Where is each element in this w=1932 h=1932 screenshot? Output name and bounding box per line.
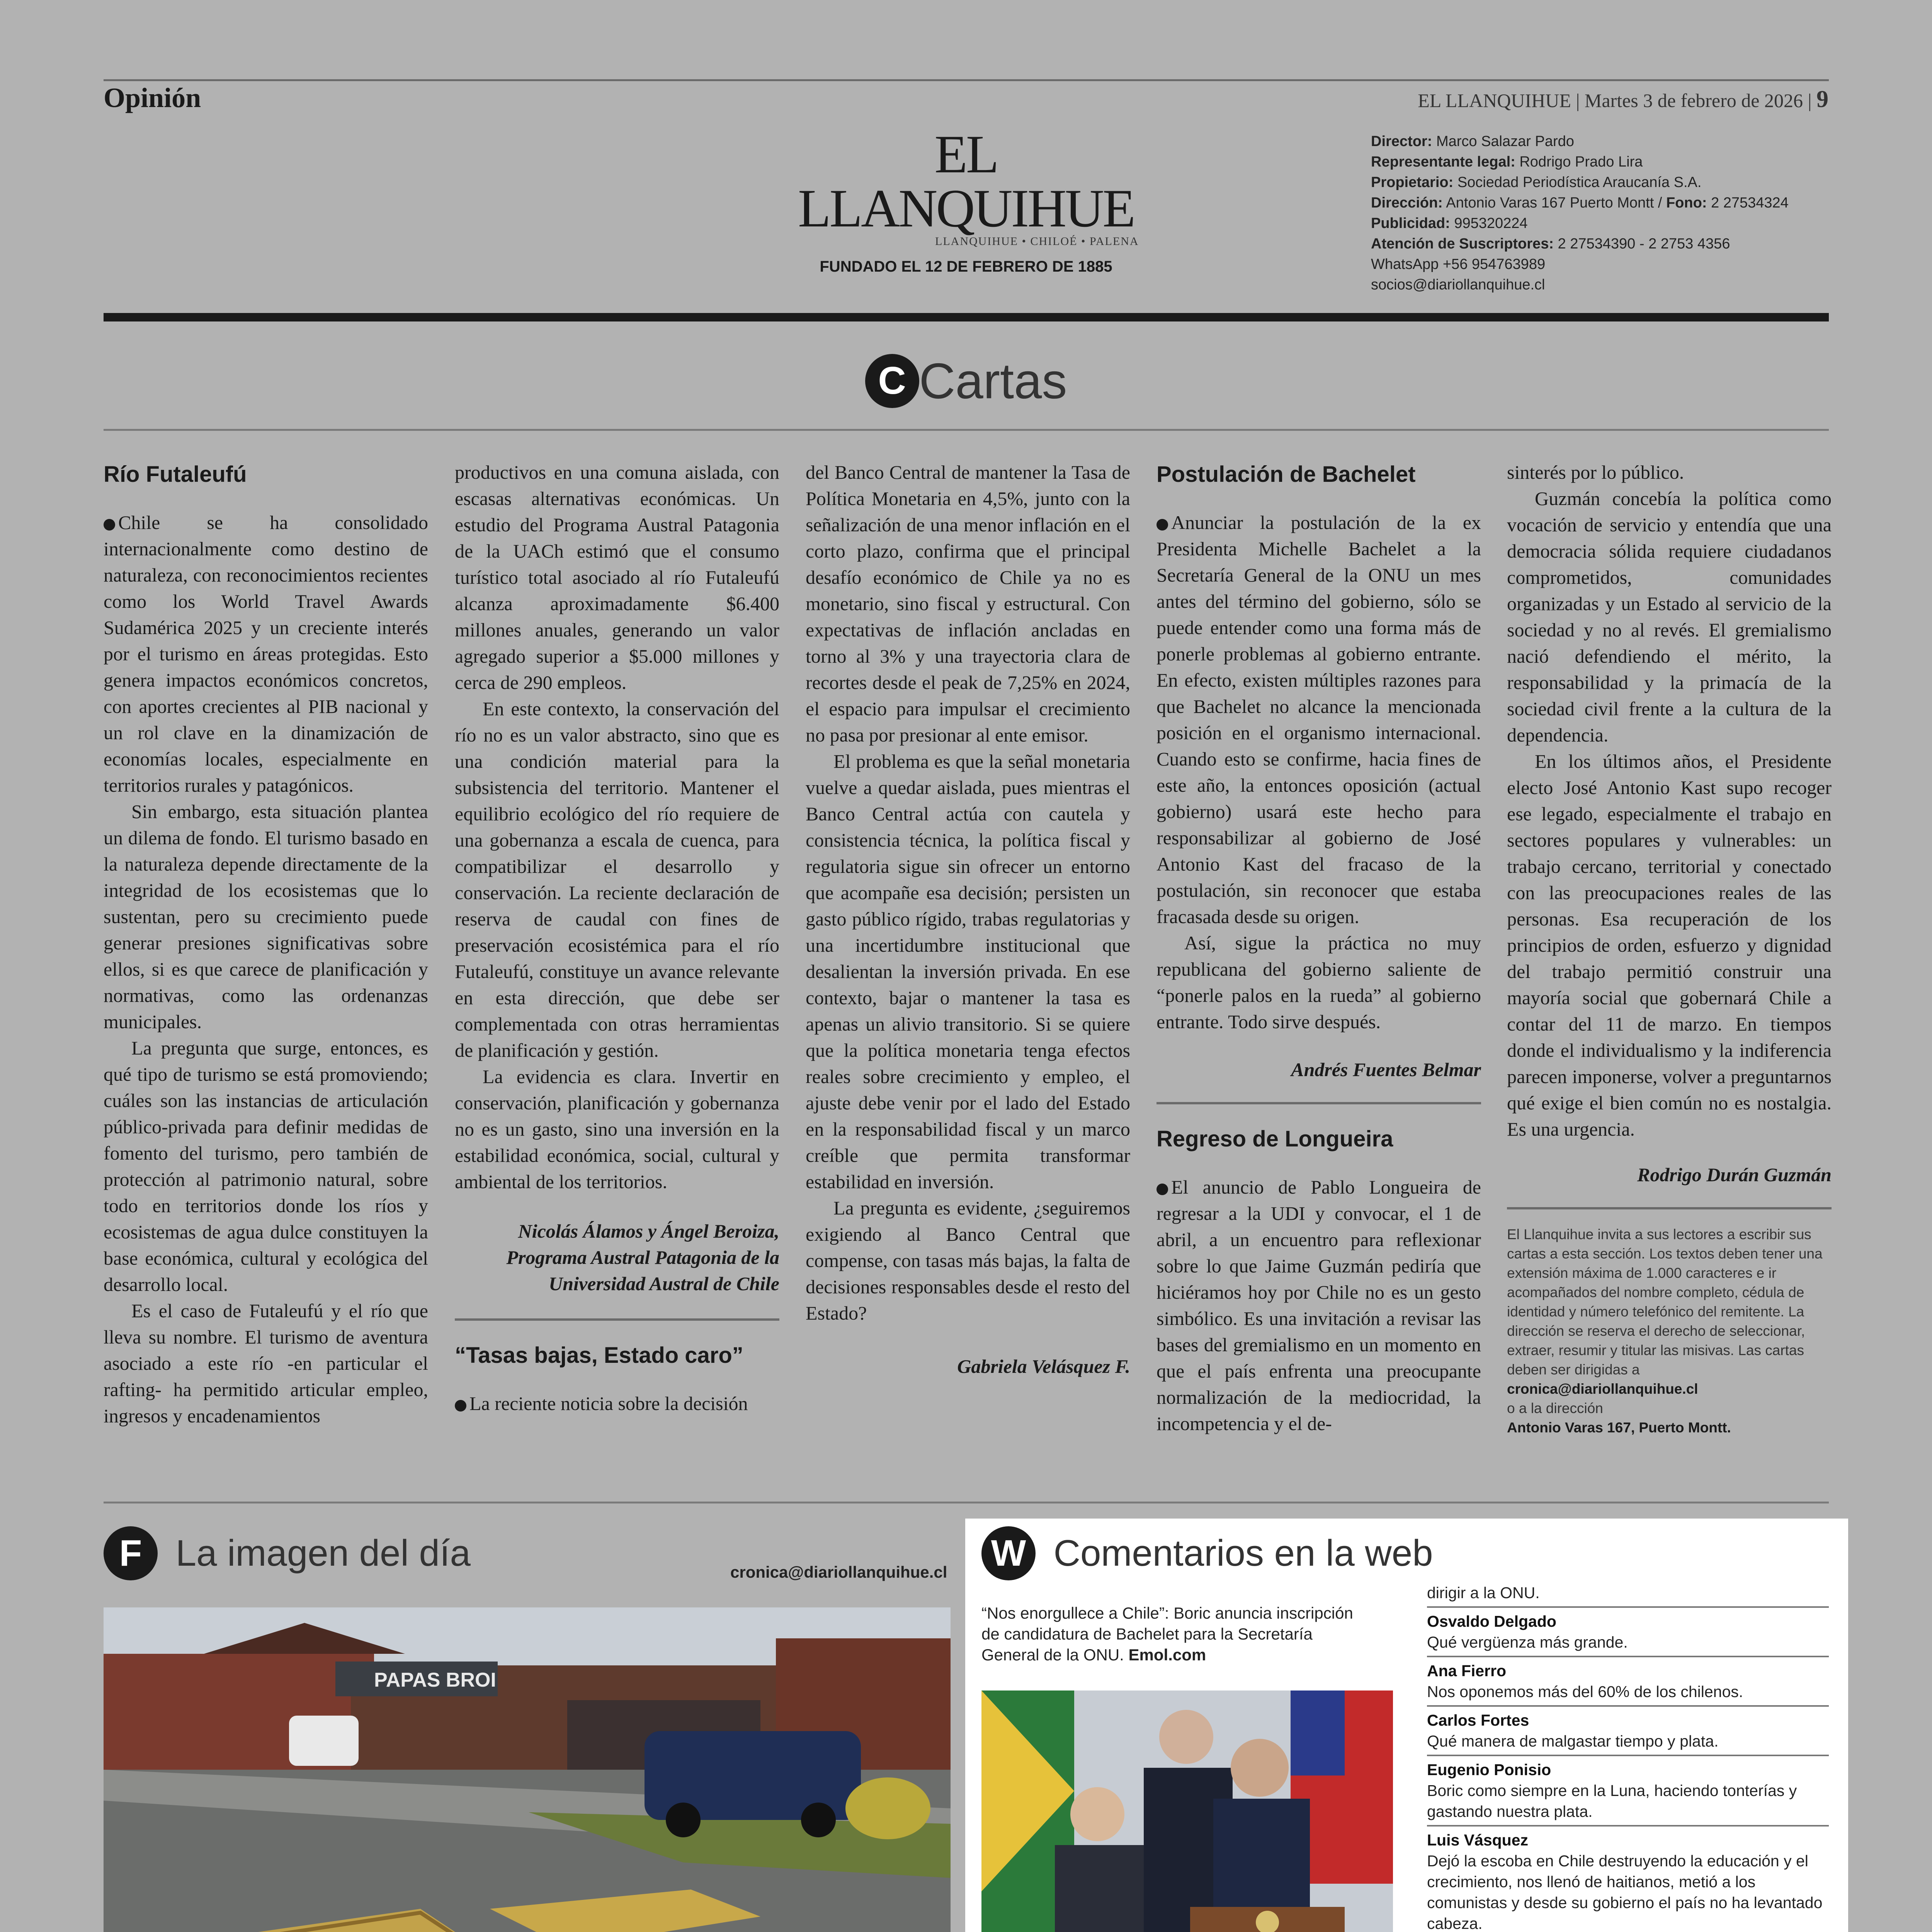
comments-title-text: Comentarios en la web — [1053, 1532, 1433, 1574]
masthead — [781, 124, 1151, 276]
letter-paragraph: sinterés por lo público. — [1507, 461, 1684, 483]
letter-paragraph: En este contexto, la conservación del río no es un valor abstracto, sino que es una condición material para la subsistencia del territorio. Mantener el equilibrio ecológico del río requiere de una gobernanza a escala de cuenca, para compatibilizar el desarrollo y conservación. La reciente declaración de reserva de caudal con fines de preservación ecosistémica para el río Futaleufú, constituye un avance relevante en esta dirección, que debe ser complementada con otras herramientas de planificación y gestión. — [455, 698, 779, 1061]
web-section-icon: W — [981, 1526, 1036, 1580]
letter-column-3 — [806, 459, 1130, 1379]
cartas-section-icon: C — [865, 354, 919, 408]
staff-line: Propietario: Sociedad Periodística Araucanía S.A. — [1371, 174, 1702, 190]
imagen-title-text: La imagen del día — [175, 1532, 471, 1574]
staff-line: Atención de Suscriptores: 2 27534390 - 2 2753 4356 — [1371, 236, 1730, 252]
page-folio: EL LLANQUIHUE | Martes 3 de febrero de 2026 | 9 — [1418, 86, 1828, 112]
section-divider-rule — [104, 1502, 1829, 1503]
letter-title: Regreso de Longueira — [1156, 1126, 1393, 1151]
comment — [1427, 1759, 1829, 1827]
staff-line: Representante legal: Rodrigo Prado Lira — [1371, 154, 1643, 170]
letter-title: Río Futaleufú — [104, 462, 247, 487]
letter-paragraph: La reciente noticia sobre la decisión — [455, 1390, 779, 1417]
letter-column-4 — [1156, 459, 1481, 1437]
letter-paragraph: El anuncio de Pablo Longueira de regresar a la UDI y convocar, el 1 de abril, a un encuentro para reflexionar sobre lo que Jaime Guzmán pediría que hiciéramos hoy por Chile no es un gesto simbólico. Es una invitación a revisar las bases del gremialismo en un momento en que el país enfrenta una preocupante normalización de la mediocridad, la incompetencia y el de- — [1156, 1176, 1481, 1434]
letter-paragraph: Así, sigue la práctica no muy republicana del gobierno saliente de “ponerle palos en la rueda” al gobierno entrante. Todo sirve después. — [1156, 932, 1481, 1032]
letter-paragraph: La evidencia es clara. Invertir en conservación, planificación y gobernanza no es un gasto, sino una inversión en la estabilidad económica, social, cultural y ambiental de los territorios. — [455, 1066, 779, 1192]
comments-title — [981, 1526, 1433, 1580]
top-rule — [104, 79, 1829, 81]
imagen-email[interactable]: cronica@diariollanquihue.cl — [730, 1563, 947, 1581]
note-address: Antonio Varas 167, Puerto Montt. — [1507, 1420, 1731, 1435]
comment-continuation: dirigir a la ONU. — [1427, 1582, 1829, 1608]
masthead-founded: FUNDADO EL 12 DE FEBRERO DE 1885 — [820, 258, 1112, 275]
staff-line: Dirección: Antonio Varas 167 Puerto Montt / Fono: 2 27534324 — [1371, 195, 1789, 211]
staff-box — [1371, 131, 1835, 295]
comment-text: Qué manera de malgastar tiempo y plata. — [1427, 1731, 1829, 1756]
letter-signature: Andrés Fuentes Belmar — [1291, 1059, 1481, 1080]
letter-paragraph: Sin embargo, esta situación plantea un dilema de fondo. El turismo basado en la naturaleza depende directamente de la integridad de los ecosistemas que lo sustentan, pero su crecimiento puede generar presiones significativas sobre ellos, si es que carece de planificación y normativas, como las ordenanzas municipales. — [104, 801, 428, 1032]
letter-title: Postulación de Bachelet — [1156, 462, 1416, 487]
folio-paper-name: EL LLANQUIHUE — [1418, 90, 1571, 111]
letter-paragraph: En los últimos años, el Presidente electo José Antonio Kast supo recoger ese legado, especialmente el trabajo en sectores populares y vulnerables: un trabajo cercano, territorial y conectado con las preocupaciones reales de las personas. Esa recuperación de los principios de orden, esfuerzo y dignidad del trabajo permitió construir una mayoría social que gobernará Chile a contar del 11 de marzo. En tiempos donde el individualismo y la indiferencia parecen imponerse, volver a preguntarnos qué exige el bien común no es nostalgia. Es una urgencia. — [1507, 750, 1832, 1140]
comment — [1427, 1660, 1829, 1707]
staff-line: socios@diariollanquihue.cl — [1371, 277, 1545, 293]
section-label: Opinión — [104, 82, 201, 113]
comment-text: Qué vergüenza más grande. — [1427, 1632, 1829, 1657]
staff-line: Publicidad: 995320224 — [1371, 215, 1528, 231]
street-photo — [104, 1607, 951, 1932]
bullet-icon — [1156, 519, 1168, 531]
intro-text: “Nos enorgullece a Chile”: Boric anuncia inscripción de candidatura de Bachelet para la Secretaría General de la ONU. — [981, 1604, 1353, 1664]
comment-text: Dejó la escoba en Chile destruyendo la educación y el crecimiento, nos llenó de haitianos, metió a los comunistas y desde su gobierno el país no ha levantado cabeza. — [1427, 1850, 1829, 1932]
note-or: o a la dirección — [1507, 1400, 1603, 1416]
bullet-icon — [455, 1400, 466, 1412]
comment-text: Nos oponemos más del 60% de los chilenos. — [1427, 1681, 1829, 1707]
letter-separator — [455, 1318, 779, 1321]
cartas-section-title — [0, 348, 1932, 410]
note-email[interactable]: cronica@diariollanquihue.cl — [1507, 1381, 1698, 1397]
masthead-thick-rule — [104, 313, 1829, 321]
letter-paragraph: El problema es que la señal monetaria vuelve a quedar aislada, pues mientras el Banco Central actúa con cautela y consistencia técnica, la política fiscal y regulatoria sigue sin ofrecer un entorno que acompañe esa decisión; persisten un gasto público rígido, trabas regulatorias y una incertidumbre institucional que desalientan la inversión privada. En ese contexto, bajar o mantener la tasa es apenas un alivio transitorio. Si se quiere que la política monetaria tenga efectos reales sobre crecimiento y empleo, el ajuste debe venir por el lado del Estado en la responsabilidad fiscal y un marco creíble que permita transformar estabilidad en inversión. — [806, 750, 1130, 1192]
street-photo-illustration — [104, 1607, 951, 1932]
letter-separator — [1507, 1207, 1832, 1209]
letter-paragraph: Anunciar la postulación de la ex Presidenta Michelle Bachelet a la Secretaría General de la ONU un mes antes del término del gobierno, sólo se puede entender como una forma más de ponerle problemas al gobierno entrante. En efecto, existen múltiples razones para que Bachelet no alcance la mencionada posición en el organismo internacional. Cuando esto se confirme, hacia fines de este año, la entonces oposición (actual gobierno) usará este hecho para responsabilizar al gobierno de José Antonio Kast del fracaso de la postulación, sin reconocer que estaba fracasada desde su origen. — [1156, 512, 1481, 927]
comment-author: Carlos Fortes — [1427, 1711, 1529, 1729]
letter-column-2 — [455, 459, 779, 1417]
letter-paragraph: La pregunta que surge, entonces, es qué tipo de turismo se está promoviendo; cuáles son las instancias de articulación público-privada para definir medidas de fomento del turismo, pero también de protección al patrimonio natural, sobre todo en territorios donde los ríos y ecosistemas de agua dulce constituyen la base económica, cultural y ecológica del desarrollo local. — [104, 1037, 428, 1295]
masthead-subtitle: LLANQUIHUE • CHILOÉ • PALENA — [935, 235, 1139, 248]
comment — [1427, 1611, 1829, 1657]
note-text: El Llanquihue invita a sus lectores a escribir sus cartas a esta sección. Los textos deben tener una extensión máxima de 1.000 caracteres e ir acompañados del nombre completo, cédula de identidad y número telefónico del remitente. La dirección se reserva el derecho de seleccionar, extraer, resumir y titular las misivas. Las cartas deben ser dirigidas a — [1507, 1226, 1823, 1378]
staff-line: WhatsApp +56 954763989 — [1371, 256, 1546, 272]
comment-author: Ana Fierro — [1427, 1662, 1507, 1680]
shop-sign: PAPAS BROI — [374, 1669, 496, 1691]
letter-signature: Gabriela Velásquez F. — [957, 1355, 1130, 1377]
news-photo — [981, 1690, 1393, 1932]
letter-signature: Nicolás Álamos y Ángel Beroiza, Programa Austral Patagonia de la Universidad Austral de Chile — [506, 1220, 779, 1294]
bullet-icon — [104, 519, 115, 531]
cartas-rule — [104, 429, 1829, 431]
cartas-title-text: Cartas — [919, 352, 1067, 409]
bullet-icon — [1156, 1184, 1168, 1195]
letter-signature: Rodrigo Durán Guzmán — [1637, 1164, 1832, 1185]
letter-paragraph: Guzmán concebía la política como vocación de servicio y entendía que una democracia sólida requiere ciudadanos comprometidos, comunidades organizadas y un Estado al servicio de la sociedad y no al revés. El gremialismo nació defendiendo el mérito, la responsabilidad y la primacía de la sociedad civil frente a la cultura de la dependencia. — [1507, 488, 1832, 746]
comment — [1427, 1830, 1829, 1932]
comments-right-column — [1427, 1582, 1829, 1932]
comment-author: Osvaldo Delgado — [1427, 1612, 1556, 1630]
letter-paragraph: Chile se ha consolidado internacionalmente como destino de naturaleza, con reconocimientos recientes como los World Travel Awards Sudamérica 2025 y un creciente interés por el turismo en áreas protegidas. Esto genera impactos económicos concretos, con aportes crecientes al PIB nacional y un rol clave en la dinamización de economías locales, especialmente en territorios rurales y patagónicos. — [104, 512, 428, 796]
letter-paragraph: productivos en una comuna aislada, con escasas alternativas económicas. Un estudio del Programa Austral Patagonia de la UACh estimó que el consumo turístico total asociado al río Futaleufú alcanza aproximadamente $6.400 millones anuales, generando un valor agregado superior a $5.000 millones y cerca de 290 empleos. — [455, 461, 779, 693]
comment-text: Boric como siempre en la Luna, haciendo tonterías y gastando nuestra plata. — [1427, 1780, 1829, 1827]
submission-note — [1507, 1225, 1832, 1437]
imagen-del-dia-title — [104, 1526, 471, 1580]
intro-source[interactable]: Emol.com — [1128, 1646, 1206, 1664]
comment-author: Eugenio Ponisio — [1427, 1761, 1551, 1779]
letter-title: “Tasas bajas, Estado caro” — [455, 1343, 743, 1368]
comment-author: Luis Vásquez — [1427, 1831, 1529, 1849]
comments-intro — [981, 1603, 1368, 1665]
imagen-section-icon: F — [104, 1526, 158, 1580]
letter-paragraph: La pregunta es evidente, ¿seguiremos exigiendo al Banco Central que compense, con tasas más bajas, la falta de decisiones responsables desde el resto del Estado? — [806, 1197, 1130, 1324]
letter-separator — [1156, 1102, 1481, 1104]
letter-column-1 — [104, 459, 428, 1429]
letter-paragraph: Es el caso de Futaleufú y el río que lleva su nombre. El turismo de aventura asociado a este río -en particular el rafting- ha permitido articular empleo, ingresos y encadenamientos — [104, 1300, 428, 1427]
comment — [1427, 1710, 1829, 1756]
masthead-title: EL LLANQUIHUE — [798, 124, 1134, 238]
folio-date: Martes 3 de febrero de 2026 — [1584, 90, 1803, 111]
staff-line: Director: Marco Salazar Pardo — [1371, 133, 1574, 150]
page-number: 9 — [1816, 86, 1828, 112]
letter-paragraph: del Banco Central de mantener la Tasa de Política Monetaria en 4,5%, junto con la señalización de una menor inflación en el corto plazo, confirma que el principal desafío económico de Chile ya no es monetario, sino fiscal y estructural. Con expectativas de inflación ancladas en torno al 3% y una trayectoria clara de recortes desde el peak de 7,25% en 2024, el espacio para impulsar el crecimiento no pasa por presionar al ente emisor. — [806, 461, 1130, 746]
news-photo-illustration — [981, 1690, 1393, 1932]
letter-column-5 — [1507, 459, 1832, 1437]
